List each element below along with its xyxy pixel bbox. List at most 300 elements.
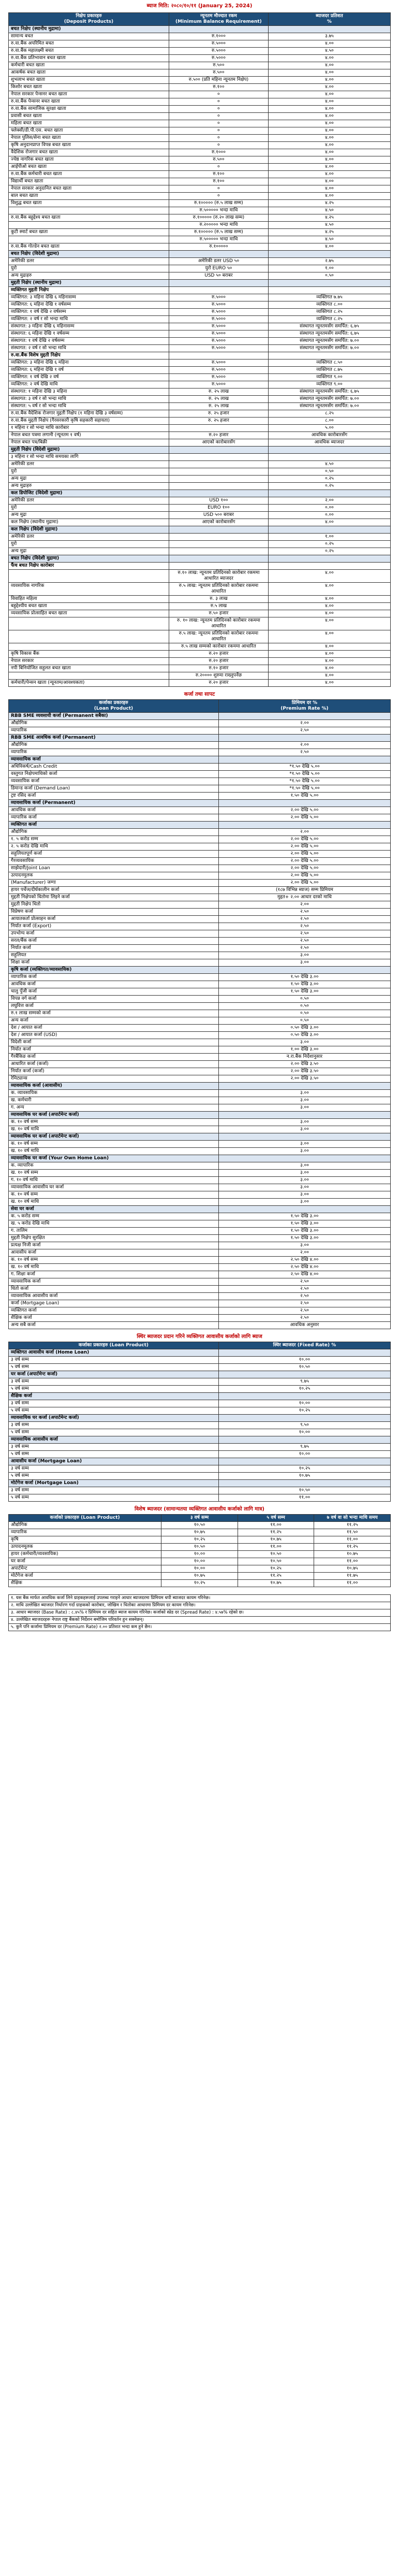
cell-product: मुद्दती निक्षेप (स्थानीय मुद्रामा) (9, 280, 169, 287)
cell-value: १.५० देखि ३.०० (218, 1228, 390, 1235)
cell-value: ४.०० (268, 91, 390, 98)
table-row (9, 1558, 391, 1565)
cell-value: २.५० (218, 930, 390, 938)
table-row (9, 945, 391, 952)
cell-value: २.०० देखि ५.०० (218, 836, 390, 843)
cell-value (169, 476, 268, 483)
cell-product (9, 570, 169, 583)
cell-value: न.रा.बैंक निर्देशानुसार (218, 1054, 390, 1061)
cell-value (169, 468, 268, 476)
cell-product: कल डिपोजिट (विदेशी मुद्रामा) (9, 490, 169, 497)
table-row (9, 142, 391, 149)
cell-product: व्यापारिक (9, 727, 219, 735)
table-row (9, 185, 391, 193)
section-row (9, 800, 391, 807)
table-row (9, 1126, 391, 1133)
cell-product: क. व्यापारिक (9, 1162, 219, 1170)
table-row (9, 1307, 391, 1315)
cell-value: १०.५० (218, 1487, 390, 1494)
cell-value: EURO १०० (169, 505, 268, 512)
cell-value: रु.५००० (169, 323, 268, 330)
cell-product: १. ५ करोड सम्म (9, 836, 219, 843)
special-rate-table-body (9, 1522, 391, 1587)
cell-value: व्यक्तिगत ८.५० (268, 359, 390, 367)
table-row (9, 974, 391, 981)
cell-product: व्यक्तिगत: ३ महिना देखि ६ महिनासम्म (9, 294, 169, 301)
table-row (9, 323, 391, 330)
cell-product: कर्मचारी/पेन्सन खाता (न्यूनतम/आवश्यकता) (9, 680, 169, 687)
table-row (9, 77, 391, 84)
cell-product: व्यावसायिक आवासीय कर्जा (9, 1436, 219, 1444)
cell-product: ख. १० वर्ष माथि (9, 1264, 219, 1271)
special-header-3yr: ३ वर्ष सम्म (161, 1515, 238, 1522)
cell-value: ४.०० (268, 243, 390, 251)
cell-product: मोर्टगेज कर्जा (Mortgage Loan) (9, 1480, 219, 1487)
cell-value: रु. २५ लाख (169, 403, 268, 410)
cell-product: रेमिट्यान्स (9, 1075, 219, 1083)
cell-product: नेपाल सरकार पेन्सनर बचत खाता (9, 91, 169, 98)
table-row (9, 1257, 391, 1264)
table-row (9, 454, 391, 461)
cell-product: अपार्टमेन्ट (9, 1565, 161, 1573)
cell-value (268, 555, 390, 563)
table-row (9, 1293, 391, 1300)
cell-value: *१.५० देखि ५.०० (218, 778, 390, 785)
cell-product: अन्य मुद्रा (9, 512, 169, 519)
cell-product: बचत निक्षेप (विदेशी मुद्रामा) (9, 251, 169, 258)
table-row (9, 1141, 391, 1148)
cell-value: रु. ३ लाख (169, 596, 268, 603)
cell-value (169, 425, 268, 432)
cell-value (218, 1155, 390, 1162)
cell-value: रु.१००० (169, 149, 268, 156)
cell-value: रु.५० हजार (169, 610, 268, 617)
cell-value: ४.०० (268, 127, 390, 135)
cell-product: चालु पुँजी कर्जा (9, 988, 219, 996)
special-header-product: कर्जाको प्रकारहरु (Loan Product) (9, 1515, 161, 1522)
section-row (9, 1112, 391, 1119)
loan-header-premium: प्रिमियम दर % (Premium Rate %) (218, 700, 390, 713)
cell-value: ४.५० (268, 222, 390, 229)
cell-value: १.०० देखि ३.०० (218, 1046, 390, 1054)
cell-product: कल निक्षेप (विदेशी मुद्रामा) (9, 526, 169, 534)
cell-value: १.५० देखि ३.०० (218, 1235, 390, 1242)
table-row (9, 793, 391, 800)
cell-value: ० (169, 185, 268, 193)
cell-value: ०.५० (218, 996, 390, 1003)
table-row (9, 483, 391, 490)
cell-product: लघुवित्त कर्जा (9, 1003, 219, 1010)
table-row (9, 410, 391, 418)
note-row (9, 1624, 391, 1631)
note-text: ३. आधार ब्याजदर (Base Rate) : ८.४५% र प्रिमियम दर सहित ब्याज कायम गरिनेछ। कर्जाको स्प्रेड दर (Spread Rate) : ४.५७% रहेको छ। (9, 1609, 391, 1617)
cell-value: १.०० (268, 534, 390, 541)
cell-product: नेपाल बचत पत्रमा लगानी (न्यूनतम १ वर्ष) (9, 432, 169, 439)
cell-product: RBB SME आवधिक कर्जा (Permanent) (9, 735, 219, 742)
table-row (9, 156, 391, 164)
cell-value: २.०० देखि ५.०० (218, 880, 390, 887)
cell-product: कर्मचारी बचत खाता (9, 62, 169, 69)
cell-product: १ महिना र सो भन्दा माथि कारोबार (9, 425, 169, 432)
table-row (9, 33, 391, 40)
cell-value: ९.५० (218, 1422, 390, 1429)
table-row (9, 258, 391, 265)
cell-value: ४.२५ (268, 229, 390, 236)
cell-product: मुद्दती निक्षेपको धितोमा लिइने कर्जा (9, 894, 219, 901)
table-row (9, 1170, 391, 1177)
subsection-row (9, 287, 391, 294)
table-row (9, 894, 391, 901)
cell-product: ख. ५ करोड देखि माथि (9, 1220, 219, 1228)
section-row (9, 1436, 391, 1444)
cell-product: ५ वर्ष सम्म (9, 1429, 219, 1436)
cell-value: ०.२५ (268, 541, 390, 548)
cell-value (169, 287, 268, 294)
cell-product: नेपाल सरकार (9, 658, 169, 665)
cell-value: ४.०० (268, 171, 390, 178)
cell-value: ०.२५ (268, 483, 390, 490)
table-row (9, 1061, 391, 1068)
table-row (9, 1119, 391, 1126)
cell-value: ८.०० (268, 418, 390, 425)
table-row (9, 1522, 391, 1529)
cell-product: प्रत्यक्ष निजी कर्जा (9, 1242, 219, 1249)
table-row (9, 316, 391, 323)
cell-product: व्यक्तिगत: ३ महिना देखि ६ महिना (9, 359, 169, 367)
cell-value: २.५० (218, 1307, 390, 1315)
table-row (9, 1300, 391, 1307)
cell-value: ३.०० (218, 952, 390, 959)
cell-product: बाल बचत खाता (9, 193, 169, 200)
cell-value: ४.२५ (268, 214, 390, 222)
cell-product: व्यापारिक कर्जा (9, 974, 219, 981)
table-row (9, 1075, 391, 1083)
cell-product: व्यक्तिगत: ६ महिना देखि १ वर्ष (9, 367, 169, 374)
table-row (9, 1025, 391, 1032)
cell-product: बचत निक्षेप (स्थानीय मुद्रामा) (9, 26, 169, 33)
table-row (9, 1177, 391, 1184)
cell-value: रु.२० हजार (169, 680, 268, 687)
section-row (9, 26, 391, 33)
section-row (9, 735, 391, 742)
cell-value (268, 26, 390, 33)
cell-value: ४.०० (268, 570, 390, 583)
cell-product: शिक्षा कर्जा (9, 959, 219, 967)
cell-product: ग. तालिम (9, 1228, 219, 1235)
cell-value: ४.०० (268, 113, 390, 120)
cell-product: ५ वर्ष सम्म (9, 1386, 219, 1393)
cell-value (169, 541, 268, 548)
cell-value (169, 280, 268, 287)
cell-value (169, 454, 268, 461)
cell-product: औद्योगिक (9, 742, 219, 749)
cell-product: अमेरिकी डलर (9, 497, 169, 505)
cell-product: अन्य मुद्राहरु (9, 483, 169, 490)
cell-value: ४.०० (268, 142, 390, 149)
table-row (9, 1213, 391, 1220)
cell-product: फैंच बचत निक्षेप कारोबार (9, 563, 169, 570)
table-row (9, 345, 391, 352)
table-row (9, 359, 391, 367)
table-row (9, 113, 391, 120)
cell-value: ४.०० (268, 680, 390, 687)
deposit-header-row (9, 13, 391, 26)
subsection-row (9, 563, 391, 570)
cell-value: ४.०० (268, 617, 390, 630)
cell-value (268, 447, 390, 454)
cell-value: ०.५० (218, 1003, 390, 1010)
loan-header-product: कर्जाका प्रकारहरु (Loan Product) (9, 700, 219, 713)
table-row (9, 120, 391, 127)
cell-value: रु.५०० (169, 69, 268, 77)
table-row (9, 785, 391, 793)
section-row (9, 526, 391, 534)
table-row (9, 1235, 391, 1242)
cell-value: व्यक्तिगत ८.७५ (268, 367, 390, 374)
section-row (9, 1206, 391, 1213)
table-row (9, 1148, 391, 1155)
cell-product: ३ वर्ष सम्म (9, 1422, 219, 1429)
cell-value (169, 352, 268, 359)
cell-product: आकर्षक बचत खाता (9, 69, 169, 77)
note-text: ५. कुनै पनि कर्जामा प्रिमियम दर (Premium Rate) २.०० प्रतिशत भन्दा कम हुने छैन। (9, 1624, 391, 1631)
cell-value (218, 1436, 390, 1444)
cell-value: आवधिक अनुसार (218, 1322, 390, 1329)
table-row (9, 178, 391, 185)
cell-value: ३.०० (218, 1177, 390, 1184)
cell-value: संस्थागत न्यूनतमसँग समर्पित: ६.७५ (268, 388, 390, 396)
cell-value: २.५० देखि ४.०० (218, 1257, 390, 1264)
table-row (9, 1536, 391, 1544)
cell-product: कृषि अनुदानप्राप्त विपन्न बचत खाता (9, 142, 169, 149)
cell-value: व्यक्तिगत ८.२५ (268, 316, 390, 323)
table-row (9, 236, 391, 243)
table-row (9, 680, 391, 687)
table-row (9, 829, 391, 836)
cell-product: फ्लेक्सी/डी.पी.एस. बचत खाता (9, 127, 169, 135)
table-row (9, 814, 391, 822)
table-row (9, 1003, 391, 1010)
cell-product: अमेरिकी डलर (9, 534, 169, 541)
table-row (9, 1544, 391, 1551)
cell-product: युरो (9, 468, 169, 476)
cell-product: व्यावसायिक कर्जा (9, 1278, 219, 1286)
section-row (9, 280, 391, 287)
cell-product: व्यवसायिक नागरिक (9, 583, 169, 596)
cell-value: (१८७ विभिन्न ब्याज) सम्म प्रिमियम (218, 887, 390, 894)
cell-product: ट्रष्ट रसिद कर्जा (9, 793, 219, 800)
cell-product: व्यवसायिक कर्जा (9, 778, 219, 785)
table-row (9, 309, 391, 316)
fixed-header-rate: स्थिर ब्याजदर (Fixed Rate) % (218, 1342, 390, 1349)
cell-product: आईपीओ बचत खाता (9, 164, 169, 171)
cell-product: आवासीय कर्जा (9, 1249, 219, 1257)
cell-value: व्यक्तिगत ९.०० (268, 381, 390, 388)
cell-value: रु.५००० (169, 55, 268, 62)
cell-value: १०.७५ (314, 1565, 391, 1573)
table-row (9, 658, 391, 665)
cell-value: ४.०० (268, 62, 390, 69)
cell-product: क. १० वर्ष सम्म (9, 1119, 219, 1126)
table-row (9, 988, 391, 996)
cell-product: औद्योगिक (9, 1522, 161, 1529)
section-row (9, 1371, 391, 1378)
table-row (9, 497, 391, 505)
cell-value: *१.५० देखि ५.०० (218, 771, 390, 778)
cell-value: ३.०० (218, 1148, 390, 1155)
cell-product: ३ वर्ष सम्म (9, 1444, 219, 1451)
cell-product: क. ५ करोड सम्म (9, 1213, 219, 1220)
cell-value: रु.१००००० (रु.५ लाख सम्म) (169, 229, 268, 236)
cell-product: नपी बिनियोजित सहुलत बचत खाता (9, 665, 169, 672)
cell-product: सहुलियत (9, 952, 219, 959)
table-row (9, 106, 391, 113)
cell-value: रु.१० लाख: न्यूनतम प्रतिदिनको कारोबार रकममा आधारित ब्याजदर (169, 570, 268, 583)
cell-value: २.०० (218, 720, 390, 727)
cell-product: उत्पादनमूलक (9, 1544, 161, 1551)
table-row (9, 596, 391, 603)
cell-value (218, 1371, 390, 1378)
table-row (9, 1228, 391, 1235)
cell-value: रु.१०० (169, 178, 268, 185)
cell-value: ११.५० (314, 1529, 391, 1536)
table-row (9, 388, 391, 396)
table-row (9, 418, 391, 425)
cell-value: २.५० (218, 916, 390, 923)
page-title: ब्याज मिति: २०८०/१०/११ (January 25, 2024) (146, 3, 253, 9)
table-row (9, 98, 391, 106)
deposit-table-body (9, 26, 391, 687)
cell-value: रु. २५ लाख (169, 388, 268, 396)
deposit-header-rate: ब्याजदर प्रतिशत % (268, 13, 390, 26)
cell-value: ११.०० (314, 1580, 391, 1587)
cell-value: २.०० (218, 829, 390, 836)
cell-value: १.५० देखि ३.०० (218, 981, 390, 988)
table-row (9, 55, 391, 62)
table-row (9, 1315, 391, 1322)
cell-value: २.०० (218, 742, 390, 749)
cell-product: ३ वर्ष सम्म (9, 1487, 219, 1494)
cell-product: क. १० वर्ष सम्म (9, 1191, 219, 1199)
cell-value: रु.५ लाख सम्मको कारोबार रकममा आधारित (169, 643, 268, 651)
cell-product (9, 617, 169, 630)
cell-product: शैक्षिक कर्जा (9, 1315, 219, 1322)
subsection-row (9, 352, 391, 359)
table-row (9, 610, 391, 617)
cell-product: रु.वा.बैंक विशेष मुद्दती निक्षेप (9, 352, 169, 359)
table-row (9, 207, 391, 214)
table-row (9, 1565, 391, 1573)
cell-product: गैरबैंकिङ कर्जा (9, 1054, 219, 1061)
table-row (9, 981, 391, 988)
table-row (9, 630, 391, 643)
cell-value: रु.५००० (169, 309, 268, 316)
cell-product: मुद्दती निक्षेप (विदेशी मुद्रामा) (9, 447, 169, 454)
cell-value: रु.२० हजार (169, 651, 268, 658)
cell-value: ११.०० (238, 1544, 314, 1551)
cell-product: ग. अन्य (9, 1104, 219, 1112)
table-row (9, 643, 391, 651)
section-row (9, 1349, 391, 1357)
table-row (9, 1487, 391, 1494)
cell-value: रु.१०० (169, 171, 268, 178)
cell-product: ५ वर्ष सम्म (9, 1407, 219, 1415)
table-row (9, 62, 391, 69)
cell-value (268, 454, 390, 461)
cell-product: संस्थागत: २ वर्ष र सो भन्दा माथि (9, 345, 169, 352)
cell-product: ५ वर्ष सम्म (9, 1494, 219, 1502)
table-row (9, 1017, 391, 1025)
table-row (9, 432, 391, 439)
cell-product: वस्तुगत निक्षेपमाथिको कर्जा (9, 771, 219, 778)
cell-product: ५ वर्ष सम्म (9, 1364, 219, 1371)
cell-value: USD ५० बराबर (169, 272, 268, 280)
cell-value: ४.०० (268, 120, 390, 127)
table-row (9, 1242, 391, 1249)
table-row (9, 1271, 391, 1278)
cell-product: व्यापारिक (9, 1529, 161, 1536)
table-row (9, 901, 391, 909)
cell-value: ८.२५ (268, 410, 390, 418)
loan-section-title: कर्जा तथा सापट (184, 692, 215, 697)
cell-value: ३.०० (218, 1126, 390, 1133)
cell-product: RBB SME व्यवसायी कर्जा (Permanent सबैका) (9, 713, 219, 720)
cell-value: ९.७५ (218, 1444, 390, 1451)
cell-product (9, 207, 169, 214)
table-row (9, 720, 391, 727)
table-row (9, 272, 391, 280)
cell-value: रु.१००० (169, 33, 268, 40)
cell-value: ३.०० (218, 1184, 390, 1191)
table-row (9, 1039, 391, 1046)
table-row (9, 135, 391, 142)
cell-product: साझेदारी/Joint Loan (9, 865, 219, 872)
cell-value: ३.०० (218, 1141, 390, 1148)
cell-value: ३.०० (218, 959, 390, 967)
cell-value (218, 756, 390, 764)
cell-product: संस्थागत: १ वर्ष देखि २ वर्षसम्म (9, 338, 169, 345)
cell-value (268, 352, 390, 359)
cell-value: २.०० (218, 1249, 390, 1257)
cell-value: ३.०० (218, 1039, 390, 1046)
cell-product: व्यावसायिक आवासीय कर्जा (9, 1293, 219, 1300)
cell-value: ० (169, 142, 268, 149)
cell-value: ११.०० (238, 1522, 314, 1529)
table-row (9, 265, 391, 272)
section-row (9, 490, 391, 497)
table-row (9, 1162, 391, 1170)
note-text: २. माथि उल्लेखित ब्याजदर निर्धारण गर्दा ग्राहकको कारोबार, जोखिम र धितोका आधारमा प्रिमियम दर कायम गरिनेछ। (9, 1602, 391, 1609)
cell-value: ० (169, 120, 268, 127)
table-row (9, 1422, 391, 1429)
table-row (9, 764, 391, 771)
cell-product: आवासीय कर्जा (Mortgage Loan) (9, 1458, 219, 1465)
cell-value: १०.५० (161, 1522, 238, 1529)
cell-value: युरो EURO ५० (169, 265, 268, 272)
cell-product: गैरव्यवसायिक (9, 858, 219, 865)
cell-value: ४.५० (268, 461, 390, 468)
cell-value (218, 735, 390, 742)
table-row (9, 1444, 391, 1451)
deposit-header-minimum: न्यूनतम मौज्दात रकम (Minimum Balance Requirement) (169, 13, 268, 26)
cell-product: ख. १० वर्ष माथि (9, 1199, 219, 1206)
cell-product: व्यक्तिगत: १ वर्ष देखि २ वर्ष (9, 374, 169, 381)
note-row (9, 1602, 391, 1609)
cell-value (169, 526, 268, 534)
cell-product (9, 222, 169, 229)
cell-value: व्यक्तिगत ८.२५ (268, 309, 390, 316)
cell-value: १०.२५ (161, 1580, 238, 1587)
